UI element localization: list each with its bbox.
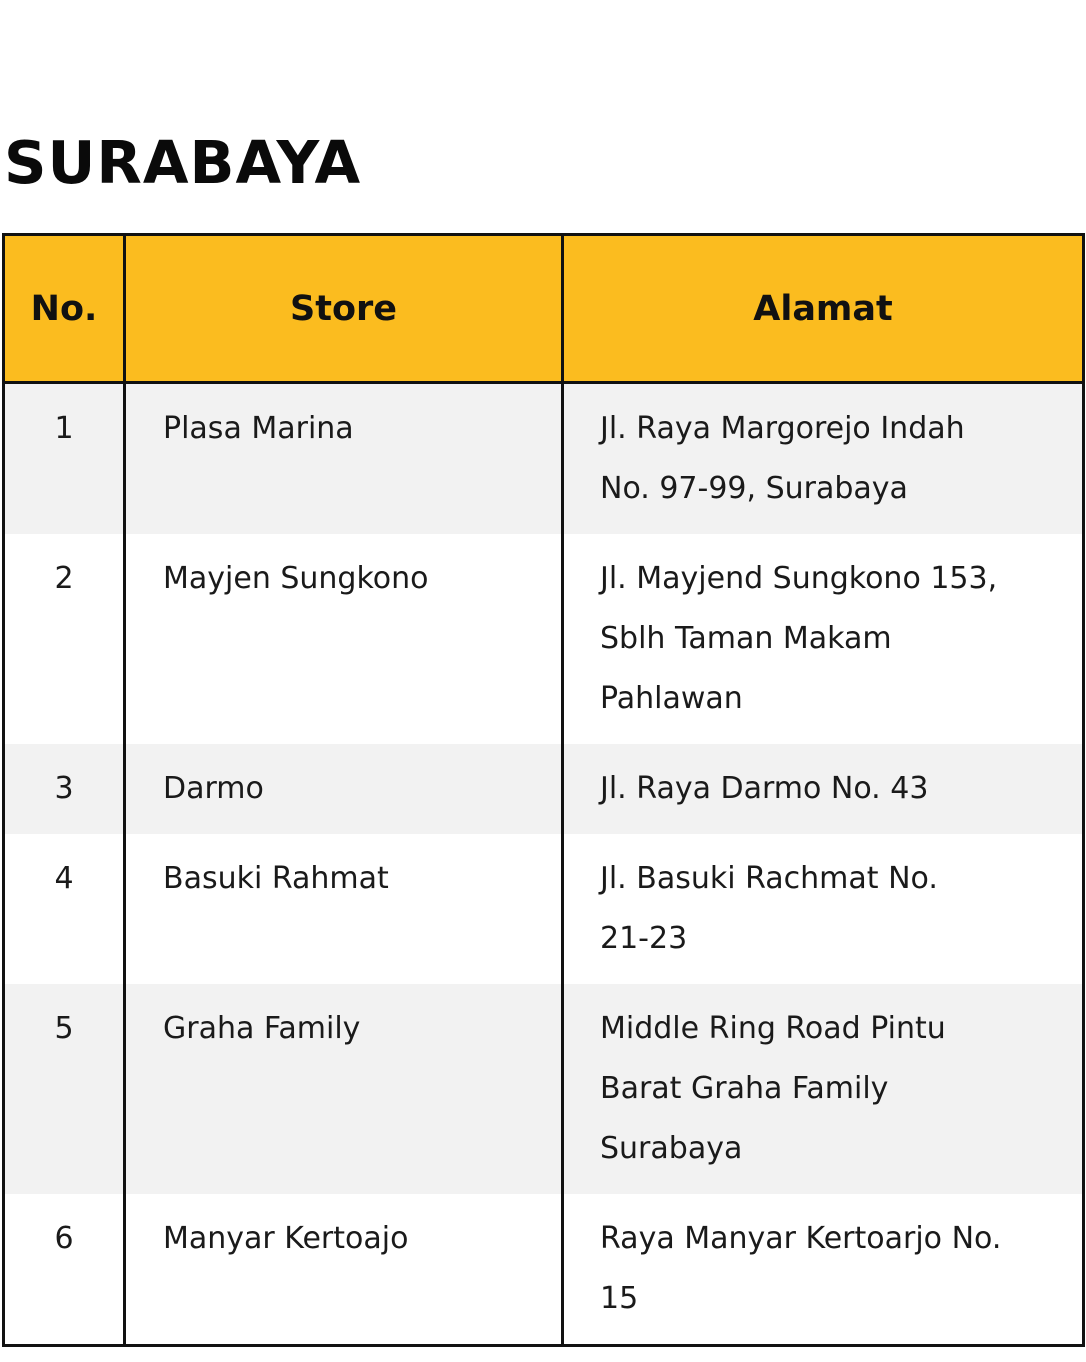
store-name: Darmo (125, 744, 563, 834)
header-no: No. (4, 235, 125, 383)
table-row (4, 534, 1084, 744)
row-number: 3 (4, 744, 125, 834)
table-row (4, 1194, 1084, 1346)
table-row (4, 383, 1084, 535)
address-line: 15 (600, 1281, 639, 1316)
address-line: Sblh Taman Makam (600, 621, 892, 656)
store-table (2, 233, 1085, 1347)
store-name: Basuki Rahmat (125, 834, 563, 984)
header-address: Alamat (563, 235, 1084, 383)
row-number: 1 (4, 383, 125, 535)
address-line: Jl. Basuki Rachmat No. (600, 861, 938, 896)
table-row (4, 834, 1084, 984)
address-line: Middle Ring Road Pintu (600, 1011, 946, 1046)
store-address (563, 534, 1084, 744)
address-line: Raya Manyar Kertoarjo No. (600, 1221, 1002, 1256)
address-line: 21-23 (600, 921, 688, 956)
row-number: 4 (4, 834, 125, 984)
address-line: No. 97-99, Surabaya (600, 471, 908, 506)
row-number: 6 (4, 1194, 125, 1346)
address-line: Jl. Raya Darmo No. 43 (600, 771, 929, 806)
row-number: 5 (4, 984, 125, 1194)
store-address (563, 744, 1084, 834)
address-line: Surabaya (600, 1131, 743, 1166)
row-number: 2 (4, 534, 125, 744)
address-line: Barat Graha Family (600, 1071, 889, 1106)
store-address (563, 383, 1084, 535)
store-name: Mayjen Sungkono (125, 534, 563, 744)
table-row (4, 984, 1084, 1194)
address-line: Jl. Raya Margorejo Indah (600, 411, 965, 446)
table-header-row (4, 235, 1084, 383)
table-row (4, 744, 1084, 834)
address-line: Jl. Mayjend Sungkono 153, (600, 561, 998, 596)
header-store: Store (125, 235, 563, 383)
store-address (563, 984, 1084, 1194)
page-title: SURABAYA (4, 128, 362, 197)
store-address (563, 834, 1084, 984)
store-address (563, 1194, 1084, 1346)
store-name: Plasa Marina (125, 383, 563, 535)
store-name: Manyar Kertoajo (125, 1194, 563, 1346)
store-name: Graha Family (125, 984, 563, 1194)
address-line: Pahlawan (600, 681, 743, 716)
